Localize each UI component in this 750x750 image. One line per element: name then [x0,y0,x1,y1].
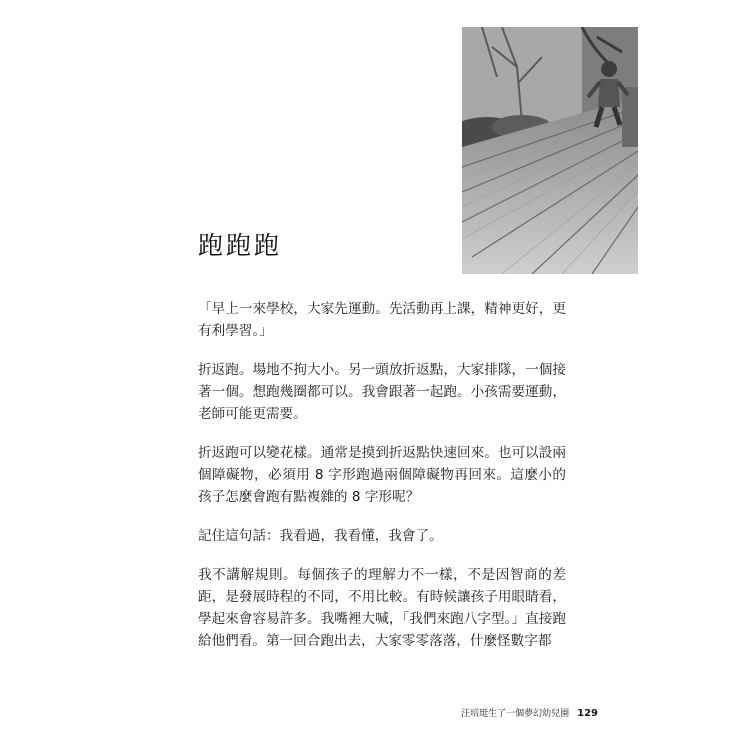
footer-book-title: 汪培珽生了一個夢幻幼兒園 [461,709,570,719]
paragraph: 記住這句話：我看過，我看懂，我會了。 [198,528,443,544]
chapter-title: 跑跑跑 [198,231,283,260]
page-number: 129 [577,708,598,719]
paragraph: 折返跑。場地不拘大小。另一頭放折返點，大家排隊，一個接著一個。想跑幾圈都可以。我會跟著一起跑。小孩需要運動，老師可能更需要。 [198,362,566,422]
page-footer [461,706,598,719]
paragraph: 折返跑可以變花樣。通常是摸到折返點快速回來。也可以設兩個障礙物，必須用 8 字形跑過兩個障礙物再回來。這麼小的孩子怎麼會跑有點複雜的 8 字形呢？ [198,445,566,505]
chapter-photo [462,27,638,274]
child-running-on-deck-image [462,27,638,274]
body-text [198,298,566,669]
paragraph: 我不講解規則。每個孩子的理解力不一樣，不是因智商的差距，是發展時程的不同，不用比較。有時候讓孩子用眼睛看，學起來會容易許多。我嘴裡大喊，「我們來跑八字型。」直接跑給他們看。第一回合跑出去，大家零零落落，什麼怪數字都 [198,567,566,649]
paragraph: 「早上一來學校，大家先運動。先活動再上課，精神更好，更有利學習。」 [198,301,566,339]
